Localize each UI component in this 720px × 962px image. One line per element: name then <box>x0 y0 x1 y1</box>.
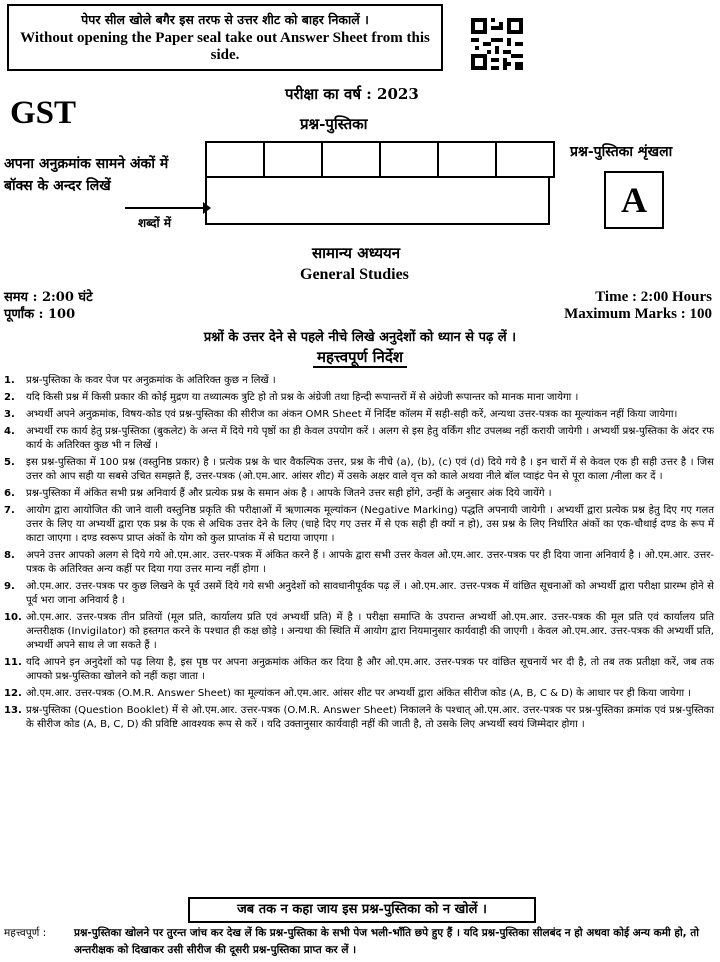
instruction-text: अभ्यर्थी रफ कार्य हेतु प्रश्न-पुस्तिका (बुकलेट) के अन्त में दिये गये पृष्ठों का ही केवल उपयोग करें । अलग से इस हेतु वर्किंग शीट उपलब्ध नहीं करायी जायेगी । अभ्यर्थी प्रश्न-पुस्तिका के अंदर रफ कार्य के अतिरिक्त कुछ भी न लिखें । <box>26 426 714 452</box>
exam-year: परीक्षा का वर्ष : 2023 <box>285 85 419 103</box>
instruction-item <box>4 611 714 653</box>
important-heading-text: महत्त्वपूर्ण निर्देश <box>313 348 407 368</box>
instruction-item <box>4 408 714 422</box>
words-label: शब्दों में <box>138 216 171 230</box>
note-text: प्रश्न-पुस्तिका खोलने पर तुरन्त जांच कर देख लें कि प्रश्न-पुस्तिका के सभी पेज भली-भाँति छपे हुए हैं । यदि प्रश्न-पुस्तिका सीलबंद न हो अथवा कोई अन्य कमी हो, तो अन्तरीक्षक को दिखाकर उसी सीरीज की दूसरी प्रश्न-पुस्तिका प्राप्त कर लें । <box>74 927 700 956</box>
note-label: महत्त्वपूर्ण : <box>4 927 47 939</box>
roll-label-line-1: अपना अनुक्रमांक सामने अंकों में <box>4 156 169 172</box>
roll-digit-box[interactable] <box>380 142 438 177</box>
roll-digit-box[interactable] <box>206 142 264 177</box>
instruction-text: यदि आपने इन अनुदेशों को पढ़ लिया है, इस पृष्ठ पर अपना अनुक्रमांक अंकित कर दिया है और ओ.एम.आर. उत्तर-पत्रक पर वांछित सूचनायें भर दी है, तो तब तक प्रतीक्षा करें, जब तक आपको प्रश्न-पुस्तिका खोलने को नहीं कहा जाता । <box>26 657 714 683</box>
instruction-item <box>4 504 714 546</box>
marks-english: Maximum Marks : 100 <box>564 306 712 322</box>
instruction-number: 13. <box>4 705 22 717</box>
subject-english: General Studies <box>300 266 409 283</box>
instruction-item <box>4 687 714 701</box>
subject-hindi: सामान्य अध्ययन <box>312 244 401 262</box>
instruction-text: अभ्यर्थी अपने अनुक्रमांक, विषय-कोड एवं प्रश्न-पुस्तिका की सीरीज का अंकन OMR Sheet में निर्दिष्ट कॉलम में सही-सही करें, अन्यथा उत्तर-पत्रक का मूल्यांकन नहीं किया जायेगा। <box>26 409 678 421</box>
instruction-number: 1. <box>4 375 15 386</box>
series-box: A <box>604 171 664 229</box>
instructions-list <box>4 374 714 735</box>
marks-hindi: पूर्णांक : 100 <box>4 307 76 322</box>
roll-label-line-2: बॉक्स के अन्दर लिखें <box>4 178 111 194</box>
roll-digit-box[interactable] <box>438 142 496 177</box>
instruction-item <box>4 456 714 484</box>
roll-number-label <box>4 153 168 197</box>
booklet-title: प्रश्न-पुस्तिका <box>300 115 368 133</box>
instruction-text: ओ.एम.आर. उत्तर-पत्रक पर कुछ लिखने के पूर्व उसमें दिये गये सभी अनुदेशों को सावधानीपूर्वक पढ़ लें । ओ.एम.आर. उत्तर-पत्रक में वांछित सूचनाओं को अभ्यर्थी द्वारा परीक्षा प्रारम्भ होने से पूर्व भरा जाना अनिवार्य है । <box>26 581 714 607</box>
time-marks-english <box>564 289 712 323</box>
instruction-text: ओ.एम.आर. उत्तर-पत्रक तीन प्रतियों (मूल प्रति, कार्यालय प्रति एवं अभ्यर्थी प्रति) में है । परीक्षा समाप्ति के उपरान्त अभ्यर्थी ओ.एम.आर. उत्तर-पत्रक की मूल प्रति एवं कार्यालय प्रति अन्तरीक्षक (Invigilator) को हस्तगत करने के पश्चात ही कक्ष छोड़े । अन्यथा की स्थिति में आयोग द्वारा नियमानुसार कार्यवाही की जाएगी । केवल ओ.एम.आर. उत्तर-पत्रक की अभ्यर्थी प्रति, अभ्यर्थी अपने साथ ले जा सकते हैं । <box>26 612 714 652</box>
series-label: प्रश्न-पुस्तिका शृंखला <box>570 144 673 160</box>
instruction-number: 10. <box>4 612 22 624</box>
time-english: Time : 2:00 Hours <box>595 289 712 305</box>
instruction-number: 2. <box>4 392 15 404</box>
exam-code: GST <box>10 95 77 131</box>
roll-digit-box[interactable] <box>264 142 322 177</box>
instruction-number: 11. <box>4 657 22 669</box>
instruction-item <box>4 374 714 388</box>
read-instructions-line: प्रश्नों के उत्तर देने से पहले नीचे लिखे अनुदेशों को ध्यान से पढ़ लें । <box>203 330 517 345</box>
instruction-text: प्रश्न-पुस्तिका में अंकित सभी प्रश्न अनिवार्य हैं और प्रत्येक प्रश्न के समान अंक है । आपके जितने उत्तर सही होंगे, उन्हीं के अनुसार अंक दिये जायेंगे । <box>26 488 552 500</box>
roll-digit-box[interactable] <box>322 142 380 177</box>
seal-notice-english: Without opening the Paper seal take out Answer Sheet from this side. <box>20 30 430 63</box>
seal-notice-box <box>7 4 443 71</box>
instruction-item <box>4 425 714 453</box>
instruction-text: ओ.एम.आर. उत्तर-पत्रक (O.M.R. Answer Sheet) का मूल्यांकन ओ.एम.आर. आंसर शीट पर अभ्यर्थी द्वारा अंकित सीरीज कोड (A, B, C & D) के आधार पर ही किया जायेगा । <box>26 688 692 700</box>
important-heading <box>0 347 720 367</box>
instruction-number: 5. <box>4 457 15 469</box>
instruction-text: इस प्रश्न-पुस्तिका में 100 प्रश्न (वस्तुनिष्ठ प्रकार) है । प्रत्येक प्रश्न के चार वैकल्पिक उत्तर, प्रश्न के नीचे (a), (b), (c) एवं (d) दिये गये है । इन चारों में से केवल एक ही सही उत्तर है । जिस उत्तर को आप सही या सबसे उचित समझते हैं, उत्तर-पत्रक (ओ.एम.आर. आंसर शीट) में उसके अक्षर वाले वृत्त को काले अथवा नीले बॉल प्वाइंट पेन से पूरा काला /नीला कर दें । <box>26 457 714 483</box>
instruction-number: 3. <box>4 409 15 421</box>
instruction-number: 12. <box>4 688 22 700</box>
instruction-item <box>4 549 714 577</box>
time-hindi: समय : 2:00 घंटे <box>4 290 93 305</box>
instruction-text: अपने उत्तर आपको अलग से दिये गये ओ.एम.आर. उत्तर-पत्रक में अंकित करने हैं । आपके द्वारा सभी उत्तर केवल ओ.एम.आर. उत्तर-पत्रक पर ही दिया जाना अनिवार्य है । ओ.एम.आर. उत्तर-पत्रक के अतिरिक्त अन्य कहीं पर दिया गया उत्तर मान्य नहीं होगा । <box>26 550 714 576</box>
qr-code-icon <box>471 18 523 70</box>
do-not-open-notice: जब तक न कहा जाय इस प्रश्न-पुस्तिका को न खोलें । <box>188 897 536 923</box>
instruction-item <box>4 704 714 732</box>
roll-digit-box[interactable] <box>496 142 554 177</box>
instruction-number: 7. <box>4 505 15 517</box>
instruction-item <box>4 580 714 608</box>
instruction-number: 4. <box>4 426 15 438</box>
instruction-text: यदि किसी प्रश्न में किसी प्रकार की कोई मुद्रण या तथ्यात्मक त्रुटि हो तो प्रश्न के अंग्रेजी तथा हिन्दी रूपान्तरों में से अंग्रेजी रूपान्तर को मानक माना जायेगा । <box>26 392 579 404</box>
instruction-text: प्रश्न-पुस्तिका (Question Booklet) में से ओ.एम.आर. उत्तर-पत्रक (O.M.R. Answer Sheet) निकालने के पश्चात् ओ.एम.आर. उत्तर-पत्रक पर प्रश्न-पुस्तिका क्रमांक एवं प्रश्न-पुस्तिका के सीरीज कोड (A, B, C, D) की प्रविष्टि आवश्यक रूप से करें । यदि उक्तानुसार कार्यवाही नहीं की जाती है, तो उसके लिए अभ्यर्थी स्वयं जिम्मेदार होगा । <box>26 705 714 731</box>
instruction-number: 8. <box>4 550 15 562</box>
instruction-text: प्रश्न-पुस्तिका के कवर पेज पर अनुक्रमांक के अतिरिक्त कुछ न लिखें । <box>26 375 276 386</box>
roll-number-digit-boxes[interactable] <box>205 141 555 178</box>
instruction-number: 6. <box>4 488 15 500</box>
important-note <box>4 925 716 959</box>
time-marks-hindi <box>4 289 93 323</box>
roll-number-words-box[interactable] <box>205 178 550 225</box>
instruction-item <box>4 656 714 684</box>
instruction-text: आयोग द्वारा आयोजित की जाने वाली वस्तुनिष्ठ प्रकृति की परीक्षाओं में ऋणात्मक मूल्यांकन (Negative Marking) पद्धति अपनायी जायेगी । अभ्यर्थी द्वारा प्रत्येक प्रश्न हेतु दिए गए गलत उत्तर के लिए या अभ्यर्थी द्वारा एक प्रश्न के एक से अधिक उत्तर देने के लिए (चाहे दिए गए उत्तर में से एक सही ही क्यों न हो), उस प्रश्न के लिए निर्धारित अंकों का एक-चौथाई दण्ड के रूप में काटा जाएगा । दण्ड स्वरूप प्राप्त अंकों के योग को कुल प्राप्तांक में से घटाया जाएगा । <box>26 505 714 545</box>
seal-notice-hindi: पेपर सील खोले बगैर इस तरफ से उत्तर शीट को बाहर निकालें । <box>81 12 369 27</box>
instruction-item <box>4 487 714 501</box>
instruction-number: 9. <box>4 581 15 593</box>
instruction-item <box>4 391 714 405</box>
